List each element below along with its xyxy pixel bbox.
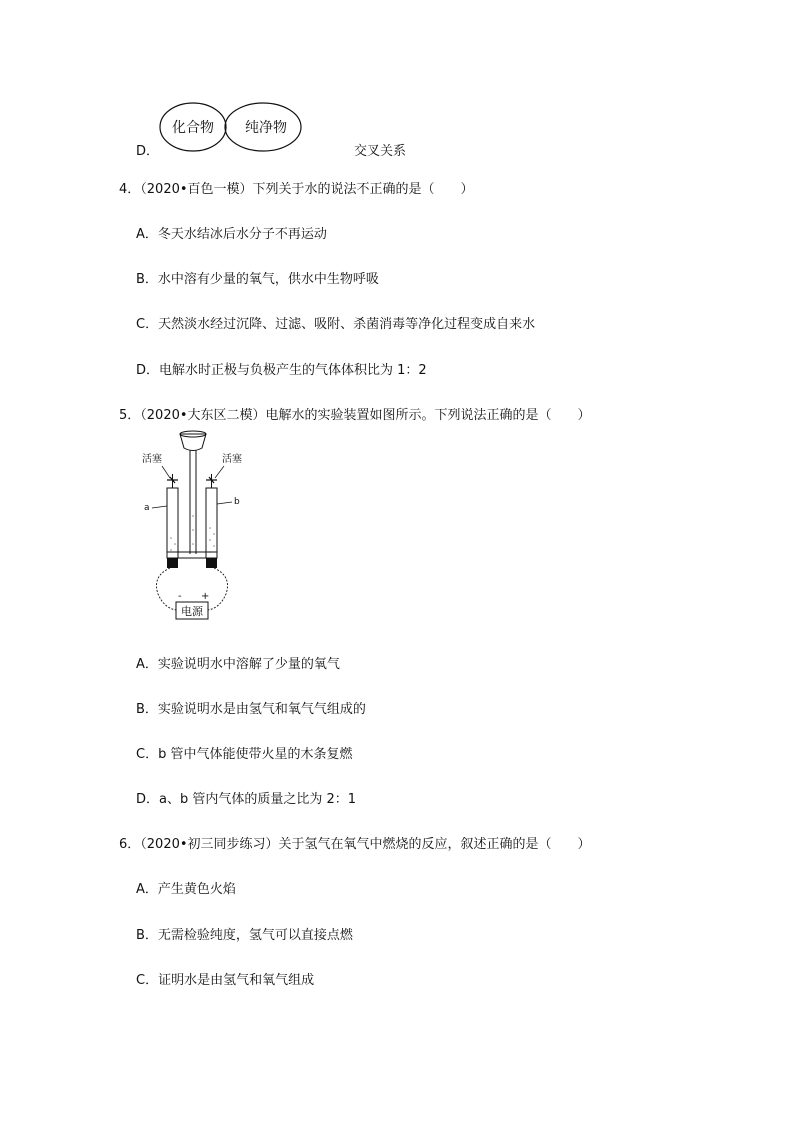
q5-option-a: A．实验说明水中溶解了少量的氧气 [136,657,340,672]
right-stopcock-label: 活塞 [222,454,242,465]
q4-option-c: C．天然淡水经过沉降、过滤、吸附、杀菌消毒等净化过程变成自来水 [136,317,536,332]
venn-diagram [155,100,315,156]
venn-right-label: 纯净物 [245,120,287,136]
venn-caption: 交叉关系 [354,144,407,159]
q6-option-a: A．产生黄色火焰 [136,882,236,897]
q5-stem: 5．（2020•大东区二模）电解水的实验装置如图所示。下列说法正确的是（ ） [119,408,591,423]
plus-label: + [201,591,210,602]
q6-option-c: C．证明水是由氢气和氧气组成 [136,973,315,988]
q4-stem: 4．（2020•百色一模）下列关于水的说法不正确的是（ ） [119,182,474,197]
q4-option-d: D．电解水时正极与负极产生的气体体积比为 1：2 [136,363,427,378]
q4-option-b: B．水中溶有少量的氧气，供水中生物呼吸 [136,272,379,287]
q6-stem: 6．（2020•初三同步练习）关于氢气在氧气中燃烧的反应，叙述正确的是（ ） [119,837,591,852]
left-electrode [167,558,178,568]
left-stopcock-label: 活塞 [142,454,162,465]
q4-option-a: A．冬天水结冰后水分子不再运动 [136,227,327,242]
electrolysis-apparatus [140,426,260,626]
power-label: 电源 [181,605,203,618]
tube-a-label: a [144,503,150,513]
left-wire [157,568,177,610]
right-wire [208,568,228,610]
left-tube [167,488,178,558]
base-connector [167,552,217,558]
venn-option-letter: D． [136,144,160,159]
q5-option-d: D．a、b 管内气体的质量之比为 2：1 [136,792,357,807]
q5-option-b: B．实验说明水是由氢气和氧气气组成的 [136,702,366,717]
right-electrode [206,558,217,568]
q6-option-b: B．无需检验纯度，氢气可以直接点燃 [136,928,353,943]
right-tube [206,488,217,558]
tube-b-label: b [234,497,240,507]
venn-left-label: 化合物 [172,120,214,136]
q5-option-c: C．b 管中气体能使带火星的木条复燃 [136,747,353,762]
minus-label: - [178,591,182,602]
